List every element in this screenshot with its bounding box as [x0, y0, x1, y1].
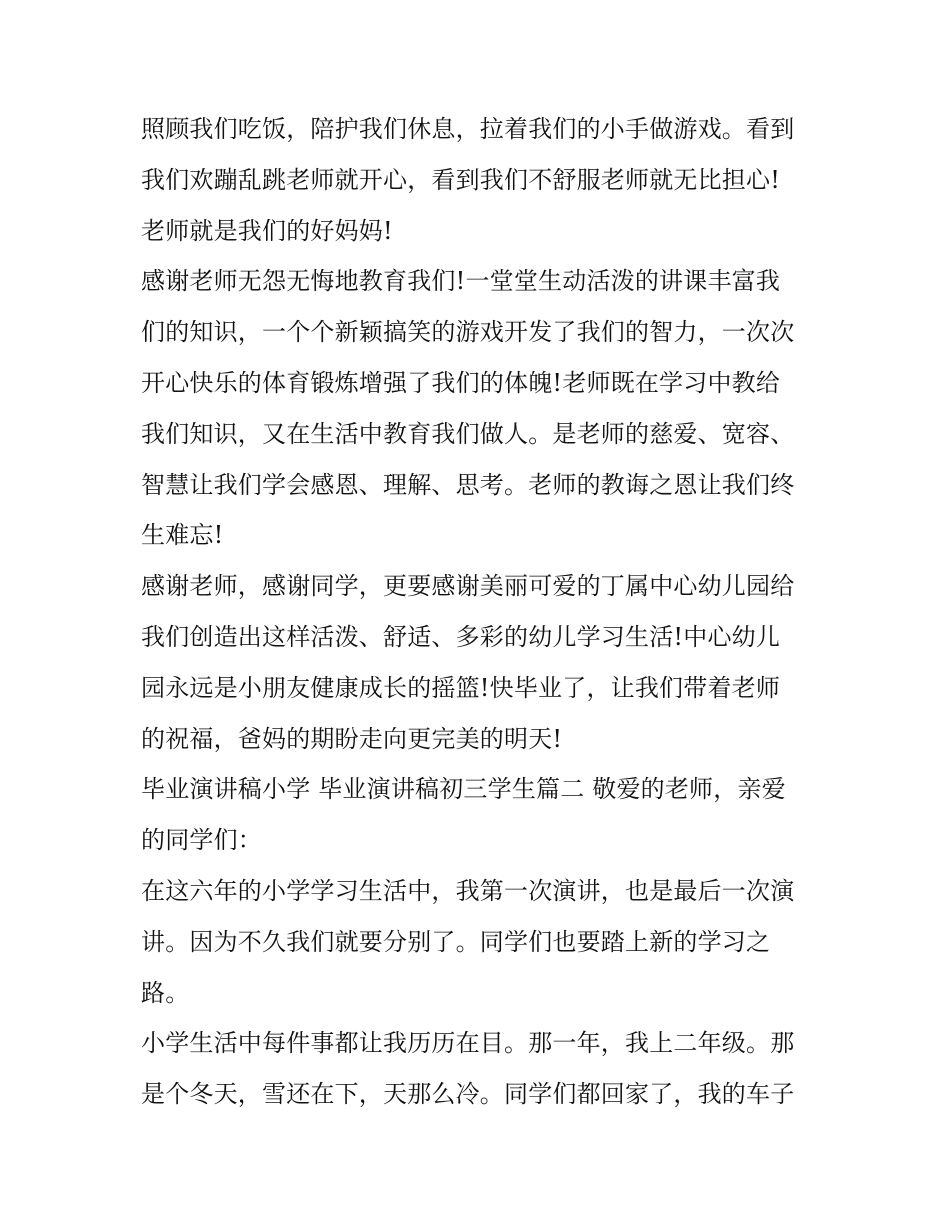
text-line: 们的知识，一个个新颖搞笑的游戏开发了我们的智力，一次次 — [141, 318, 795, 347]
text-line: 智慧让我们学会感恩、理解、思考。老师的教诲之恩让我们终 — [141, 470, 795, 499]
text-line: 的同学们： — [141, 826, 262, 855]
text-line: 生难忘! — [141, 521, 224, 550]
text-line: 我们欢蹦乱跳老师就开心，看到我们不舒服老师就无比担心! — [141, 165, 781, 194]
text-line: 感谢老师无怨无悔地教育我们!一堂堂生动活泼的讲课丰富我 — [141, 267, 781, 296]
text-line: 我们知识，又在生活中教育我们做人。是老师的慈爱、宽容、 — [141, 419, 795, 448]
text-line: 毕业演讲稿小学 毕业演讲稿初三学生篇二 敬爱的老师，亲爱 — [141, 775, 786, 804]
text-line: 路。 — [141, 978, 190, 1007]
text-line: 在这六年的小学学习生活中，我第一次演讲，也是最后一次演 — [141, 876, 795, 905]
text-line: 开心快乐的体育锻炼增强了我们的体魄!老师既在学习中教给 — [141, 368, 781, 397]
text-line: 园永远是小朋友健康成长的摇篮!快毕业了，让我们带着老师 — [141, 673, 781, 702]
text-line: 感谢老师，感谢同学，更要感谢美丽可爱的丁属中心幼儿园给 — [141, 572, 795, 601]
text-line: 小学生活中每件事都让我历历在目。那一年，我上二年级。那 — [141, 1029, 795, 1058]
text-line: 老师就是我们的好妈妈! — [141, 216, 393, 245]
text-line: 讲。因为不久我们就要分别了。同学们也要踏上新的学习之 — [141, 927, 771, 956]
text-line: 照顾我们吃饭，陪护我们休息，拉着我们的小手做游戏。看到 — [141, 115, 795, 143]
document-body — [141, 104, 821, 1120]
text-line: 是个冬天，雪还在下，天那么冷。同学们都回家了，我的车子 — [141, 1080, 795, 1109]
text-line: 的祝福，爸妈的期盼走向更完美的明天! — [141, 724, 563, 753]
text-line: 我们创造出这样活泼、舒适、多彩的幼儿学习生活!中心幼儿 — [141, 622, 781, 651]
